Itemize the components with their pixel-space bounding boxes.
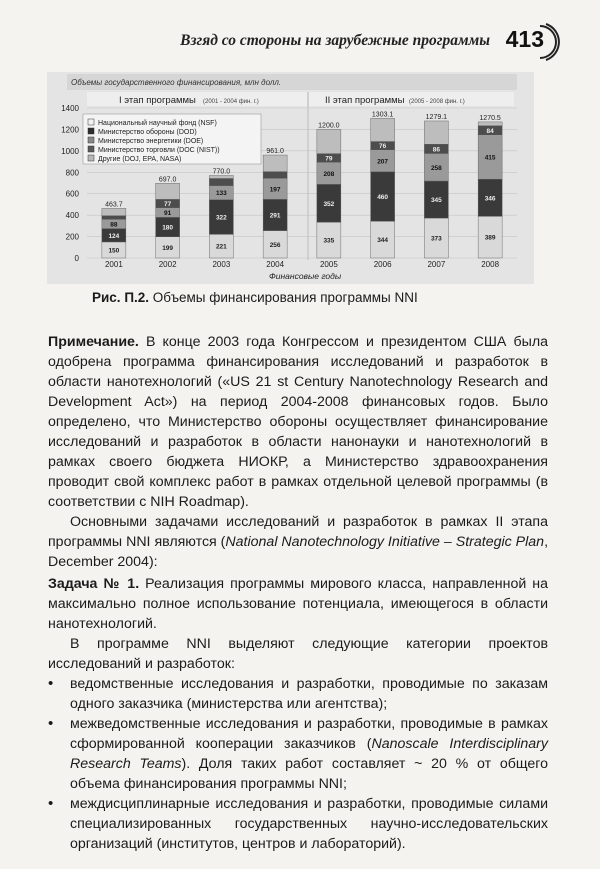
chart-title: Объемы государственного финансирования, млн долл.	[71, 78, 282, 87]
x-tick-label: 2008	[481, 260, 500, 269]
legend-swatch	[88, 155, 94, 161]
bar-segment-2001-doc-nist-	[102, 216, 126, 220]
x-tick-label: 2003	[212, 260, 231, 269]
segment-value-label: 256	[269, 241, 281, 249]
bar-segment-2003-doc-nist-	[209, 179, 233, 186]
figure-caption	[92, 290, 418, 305]
segment-value-label: 79	[325, 155, 333, 163]
bar-total-label: 1303.1	[371, 111, 394, 119]
segment-value-label: 199	[162, 244, 174, 252]
running-header	[0, 26, 600, 60]
legend-swatch	[88, 146, 94, 152]
y-tick-label: 1000	[61, 146, 79, 156]
list-item	[48, 674, 548, 714]
phase-1-label: I этап программы	[119, 95, 196, 106]
figure-caption-label: Рис. П.2.	[92, 290, 150, 305]
segment-value-label: 150	[108, 247, 120, 255]
tasks-intro-reference: National Nanotechnology Initiative – Strategic Plan	[225, 534, 545, 550]
categories-list	[48, 674, 548, 854]
bar-segment-2004-doc-nist-	[263, 172, 287, 179]
segment-value-label: 77	[164, 201, 172, 209]
segment-value-label: 352	[323, 200, 335, 208]
legend-entry: Министерство обороны (DOD)	[98, 129, 197, 136]
segment-value-label: 88	[110, 221, 118, 229]
x-tick-label: 2001	[104, 260, 123, 269]
bar-segment-2003-others	[209, 176, 233, 179]
bullet-2-reference: Nanoscale Interdisciplinary Research Teams	[70, 736, 548, 772]
segment-value-label: 258	[430, 164, 442, 172]
categories-intro: В программе NNI выделяют следующие категории проектов исследований и разработок:	[48, 636, 548, 672]
bar-total-label: 770.0	[212, 168, 231, 176]
segment-value-label: 91	[164, 210, 172, 218]
categories-intro-paragraph	[48, 634, 548, 674]
segment-value-label: 322	[215, 214, 227, 222]
y-tick-label: 1400	[61, 104, 79, 113]
segment-value-label: 346	[484, 195, 496, 203]
header-title: Взгяд со стороны на зарубежные программы	[180, 32, 490, 49]
bar-total-label: 463.7	[105, 201, 123, 209]
segment-value-label: 197	[269, 186, 281, 194]
task-1-body: Реализация программы мирового класса, направленной на максимально полное использование потенциала, имеющегося в области нанотехнологий.	[48, 576, 548, 632]
tasks-intro-paragraph	[48, 512, 548, 572]
list-item	[48, 714, 548, 794]
legend-entry: Другие (DOJ, EPA, NASA)	[98, 156, 182, 163]
segment-value-label: 133	[215, 190, 227, 198]
bar-total-label: 961.0	[266, 148, 284, 156]
phase-1-note: (2001 - 2004 фин. г.)	[203, 99, 259, 105]
note-body: В конце 2003 года Конгрессом и президентом США была одобрена программа финансирования исследований и разработок в области нанотехнологий («US 21 st Century Nanotechnology Research and Development Act») на период 2004-2008 финансовых годов. Было определено, что Министерство обороны осуществляет финансирование исследований и разработок в области нанонауки и нанотехнологий в рамках своего бюджета НИОКР, а Министерство здравоохранения проводит свой комплекс работ в рамках отдельной целевой программы (в соответствии с NIH Roadmap).	[48, 334, 548, 510]
phase-2-label: II этап программы	[325, 95, 405, 106]
task-1-paragraph	[48, 574, 548, 634]
segment-value-label: 86	[432, 146, 440, 154]
bar-segment-2005-others	[317, 129, 341, 153]
bullet-3-text: междисциплинарные исследования и разработки, проводимые силами специализированных государственных научно-исследовательских организаций (институтов, центров и лабораторий).	[70, 796, 548, 852]
legend-entry: Министерство торговли (DOC (NIST))	[98, 147, 220, 154]
bullet-2-text-a: межведомственные исследования и разработки, проводимые в рамках сформированной кооперации заказчиков (	[70, 716, 548, 752]
segment-value-label: 208	[323, 170, 335, 178]
segment-value-label: 415	[484, 154, 496, 162]
y-tick-label: 200	[65, 232, 79, 242]
segment-value-label: 345	[430, 197, 442, 205]
x-tick-label: 2006	[373, 260, 392, 269]
segment-value-label: 344	[377, 237, 389, 245]
tasks-intro-b: , December 2004):	[48, 534, 549, 570]
x-tick-label: 2004	[266, 260, 285, 269]
bar-segment-2004-others	[263, 155, 287, 172]
page-number-ornament-icon	[534, 22, 560, 62]
page-number: 413	[505, 26, 544, 52]
bullet-2-text-b: ). Доля таких работ составляет ~ 20 % от общего объема финансирования программы NNI;	[70, 756, 549, 792]
figure-caption-text: Объемы финансирования программы NNI	[152, 290, 418, 305]
segment-value-label: 76	[379, 143, 387, 151]
segment-value-label: 221	[215, 243, 227, 251]
x-tick-label: 2007	[427, 260, 446, 269]
y-tick-label: 800	[65, 168, 79, 178]
segment-value-label: 373	[430, 235, 442, 243]
bar-segment-2008-others	[478, 122, 502, 126]
bar-total-label: 697.0	[158, 176, 177, 184]
segment-value-label: 180	[162, 224, 174, 232]
segment-value-label: 291	[269, 212, 281, 220]
bullet-1-text: ведомственные исследования и разработки, проводимые по заказам одного заказчика (министерства или агентства);	[70, 676, 548, 712]
note-label: Примечание.	[48, 334, 139, 350]
note-paragraph	[48, 332, 548, 512]
legend-swatch	[88, 137, 94, 143]
funding-chart-figure	[47, 72, 534, 284]
tasks-intro-a: Основными задачами исследований и разработок в рамках II этапа программы NNI являются (	[48, 514, 548, 550]
segment-value-label: 389	[484, 234, 496, 242]
chart-xlabel: Финансовые годы	[269, 271, 342, 281]
funding-chart	[47, 72, 534, 284]
bar-segment-2002-others	[156, 183, 180, 199]
segment-value-label: 84	[486, 127, 494, 135]
bar-total-label: 1270.5	[479, 114, 501, 122]
bar-segment-2006-others	[371, 118, 395, 141]
y-tick-label: 0	[74, 254, 79, 263]
segment-value-label: 335	[323, 237, 335, 245]
segment-value-label: 207	[377, 158, 389, 166]
bar-total-label: 1279.1	[425, 113, 448, 121]
phase-2-note: (2005 - 2008 фин. г.)	[409, 99, 465, 105]
x-tick-label: 2002	[158, 260, 177, 269]
bar-total-label: 1200.0	[318, 122, 340, 130]
x-tick-label: 2005	[319, 260, 338, 269]
list-item	[48, 794, 548, 854]
y-tick-label: 400	[65, 211, 79, 221]
y-tick-label: 600	[65, 189, 79, 199]
legend-swatch	[88, 119, 94, 125]
legend-entry: Министерство энергетики (DOE)	[98, 138, 204, 145]
y-tick-label: 1200	[61, 125, 79, 135]
legend-entry: Национальный научный фонд (NSF)	[98, 120, 217, 127]
segment-value-label: 124	[108, 232, 120, 240]
bar-segment-2007-others	[424, 121, 448, 144]
legend-swatch	[88, 128, 94, 134]
segment-value-label: 460	[377, 194, 389, 201]
bar-segment-2001-others	[102, 208, 126, 215]
task-1-label: Задача № 1.	[48, 576, 140, 592]
